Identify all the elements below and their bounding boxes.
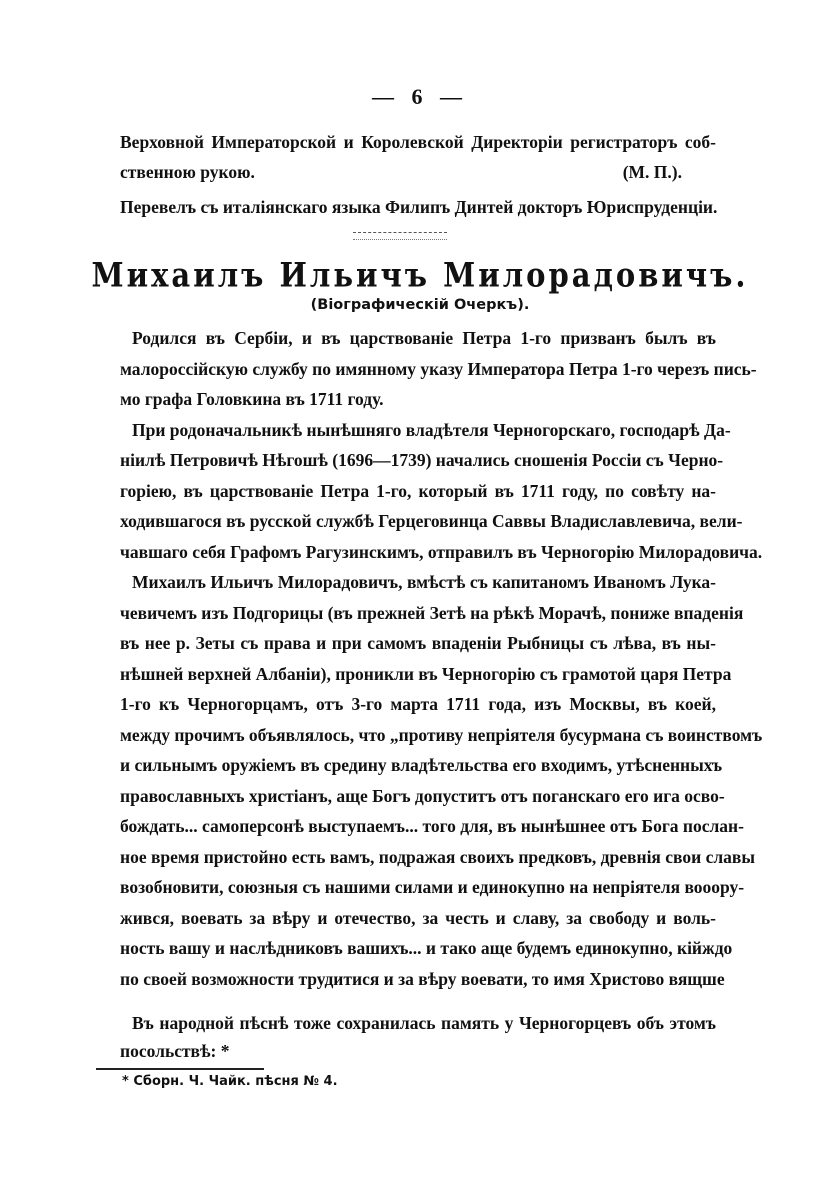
header-line-text: ственною рукою.: [120, 162, 255, 182]
body-line: жився, воевать за вѣру и отечество, за честь и славу, за свободу и воль-: [120, 907, 716, 928]
decorative-separator: [353, 232, 447, 240]
body-line: возобновити, союзныя съ нашими силами и единокупно на непріятеля вооору-: [120, 877, 745, 898]
closing-line: Въ народной пѣснѣ тоже сохранилась память у Черногорцевъ объ этомъ: [132, 1013, 716, 1033]
body-line: чавшаго себя Графомъ Рагузинскимъ, отправилъ въ Черногорію Милорадовича.: [120, 541, 763, 562]
body-line: При родоначальникѣ нынѣшняго владѣтеля Черногорскаго, господарѣ Да-: [132, 419, 731, 440]
body-line: Родился въ Сербіи, и въ царствованіе Петра 1-го призванъ былъ въ: [132, 328, 716, 348]
header-line: [120, 157, 716, 187]
footnote-divider: [96, 1068, 264, 1070]
body-line: ніилѣ Петровичѣ Нѣгошѣ (1696—1739) начались сношенія Россіи съ Черно-: [120, 450, 724, 471]
seal-mark: (М. П.).: [622, 162, 682, 182]
translator-line: Перевелъ съ италіянскаго языка Филипъ Динтей докторъ Юриспруденціи.: [120, 197, 718, 217]
page-number: — 6 —: [372, 84, 468, 109]
article-subtitle: (Віографическій Очеркъ).: [310, 297, 530, 313]
body-line: Михаилъ Ильичъ Милорадовичъ, вмѣстѣ съ капитаномъ Иваномъ Лука-: [132, 572, 716, 593]
body-line: ное время пристойно есть вамъ, подражая своихъ предковъ, древнія свои славы: [120, 846, 756, 867]
body-line: между прочимъ объявлялось, что „противу непріятеля бусурмана съ воинствомъ: [120, 724, 763, 745]
body-line: чевичемъ изъ Подгорицы (въ прежней Зетѣ на рѣкѣ Морачѣ, пониже впаденія: [120, 602, 744, 623]
body-line: въ нее р. Зеты съ права и при самомъ впаденіи Рыбницы съ лѣва, въ ны-: [120, 633, 716, 654]
header-line: Верховной Императорской и Королевской Директоріи регистраторъ соб-: [120, 132, 716, 152]
body-line: 1-го къ Черногорцамъ, отъ 3-го марта 1711 года, изъ Москвы, въ коей,: [120, 694, 716, 715]
body-line: малороссійскую службу по имянному указу Императора Петра 1-го черезъ пись-: [120, 358, 757, 379]
body-line: нѣшней верхней Албаніи), проникли въ Черногорію съ грамотой царя Петра: [120, 663, 732, 684]
body-line: мо графа Головкина въ 1711 году.: [120, 389, 384, 410]
body-line: православныхъ христіанъ, аще Богъ допуститъ отъ поганскаго его ига осво-: [120, 785, 725, 806]
footnote: * Сборн. Ч. Чайк. пѣсня № 4.: [122, 1074, 338, 1089]
article-title: Михаилъ Ильичъ Милорадовичъ.: [91, 255, 749, 295]
body-line: и сильнымъ оружіемъ въ средину владѣтельства его входимъ, утѣсненныхъ: [120, 755, 723, 776]
closing-line: посольствѣ: *: [120, 1041, 230, 1061]
body-line: по своей возможности трудитися и за вѣру воевати, то имя Христово вящше: [120, 969, 725, 989]
body-line: бождать... самоперсонѣ выступаемъ... того для, въ нынѣшнее отъ Бога послан-: [120, 816, 744, 837]
body-line: ность вашу и наслѣдниковъ вашихъ... и тако аще будемъ единокупно, кійждо: [120, 938, 733, 959]
body-line: горіею, въ царствованіе Петра 1-го, который въ 1711 году, по совѣту на-: [120, 480, 716, 501]
body-line: ходившагося въ русской службѣ Герцеговинца Саввы Владиславлевича, вели-: [120, 511, 743, 532]
